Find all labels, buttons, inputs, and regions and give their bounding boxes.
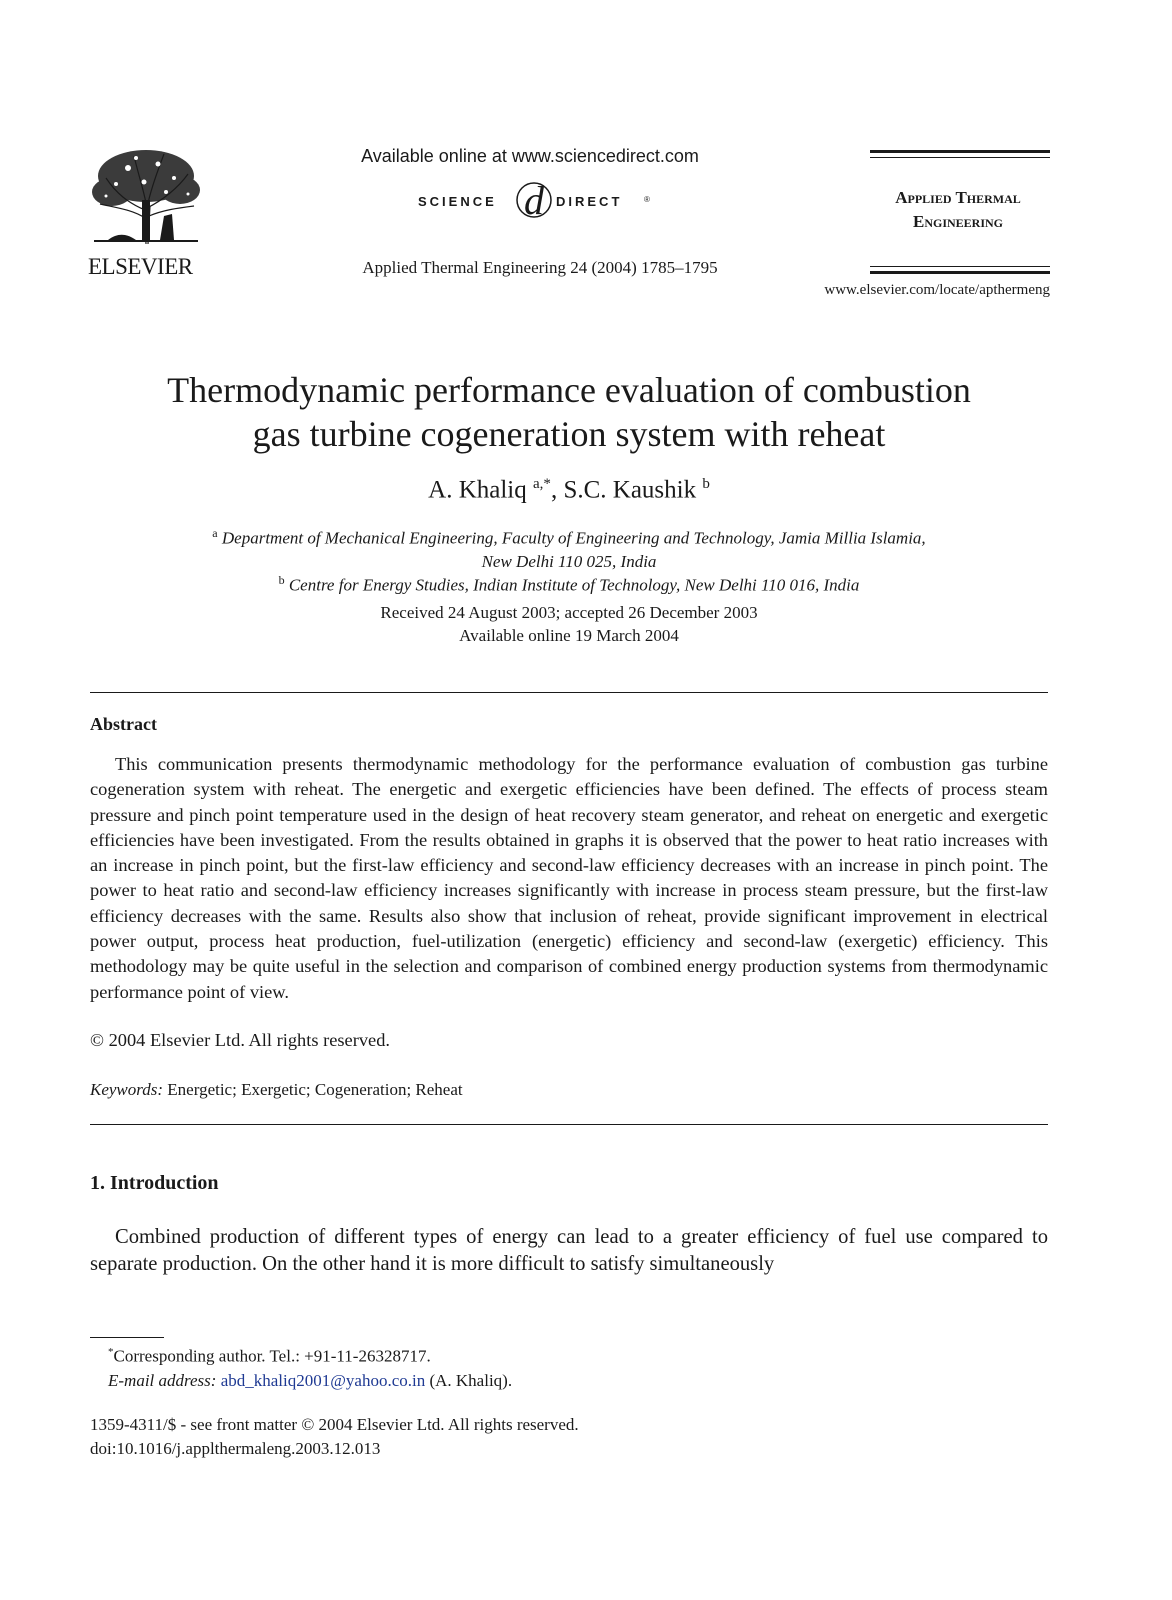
abstract-copyright: © 2004 Elsevier Ltd. All rights reserved. bbox=[90, 1030, 390, 1050]
available-online-notice[interactable]: Available online at www.sciencedirect.com bbox=[361, 146, 699, 166]
elsevier-tree-logo bbox=[88, 148, 204, 248]
email-footnote bbox=[108, 1371, 512, 1391]
available-online-date: Available online 19 March 2004 bbox=[459, 626, 679, 645]
sciencedirect-logo bbox=[418, 176, 658, 226]
footnote-mark: * bbox=[108, 1346, 114, 1358]
introduction-body: Combined production of different types of energy can lead to a greater efficiency of fuel use compared to separate production. On the other hand it is more difficult to satisfy simultaneously bbox=[90, 1226, 1048, 1275]
email-label: E-mail address: bbox=[108, 1371, 217, 1390]
article-title bbox=[90, 368, 1048, 456]
abstract-heading: Abstract bbox=[90, 714, 157, 734]
email-link[interactable]: abd_khaliq2001@yahoo.co.in bbox=[220, 1371, 426, 1390]
journal-citation: Applied Thermal Engineering 24 (2004) 1785–1795 bbox=[362, 258, 718, 277]
header-rule-top-thin bbox=[870, 157, 1050, 158]
author-1[interactable]: A. Khaliq bbox=[428, 476, 527, 504]
author-separator: , bbox=[550, 476, 564, 504]
corresponding-author-text: Corresponding author. Tel.: +91-11-26328717. bbox=[113, 1346, 431, 1366]
affiliation-a bbox=[90, 522, 1048, 573]
affiliation-b-text: Centre for Energy Studies, Indian Institute of Technology, New Delhi 110 016, India bbox=[288, 575, 860, 595]
affiliation-b bbox=[90, 569, 1048, 597]
abstract-body: This communication presents thermodynamic methodology for the performance evaluation of combustion gas turbine cogeneration system with reheat. The energetic and exergetic efficiencies have been defined. The effects of process steam pressure and pinch point temperature used in the design of heat recovery steam generator, and reheat on energetic and exergetic efficiencies have been investigated. From the results obtained in graphs it is observed that the power to heat ratio increases with an increase in pinch point, but the first-law efficiency and second-law efficiency decreases with an increase in pinch point. The power to heat ratio and second-law efficiency increases significantly with increase in process steam pressure, but the first-law efficiency decreases with the same. Results also show that inclusion of reheat, provide significant improvement in electrical power output, process heat production, fuel-utilization (energetic) efficiency and second-law (exergetic) efficiency. This methodology may be quite useful in the selection and comparison of combined energy production systems from thermodynamic performance point of view. bbox=[90, 754, 1048, 1002]
journal-name bbox=[862, 186, 1054, 234]
corresponding-author-footnote bbox=[108, 1346, 431, 1367]
email-suffix: (A. Khaliq). bbox=[429, 1371, 513, 1390]
journal-name-line2: Engineering bbox=[912, 212, 1004, 231]
header-rule-bottom-thin bbox=[870, 266, 1050, 267]
title-line-2: gas turbine cogeneration system with reheat bbox=[252, 414, 886, 454]
affiliation-a-mark: a bbox=[212, 526, 218, 540]
abstract-bottom-rule bbox=[90, 1124, 1048, 1125]
issn-line: 1359-4311/$ - see front matter © 2004 Elsevier Ltd. All rights reserved. bbox=[90, 1415, 579, 1434]
header-rule-top bbox=[870, 150, 1050, 153]
author-2-affiliation-mark[interactable]: b bbox=[702, 476, 710, 492]
footnote-rule bbox=[90, 1337, 164, 1338]
sciencedirect-left-text: SCIENCE bbox=[418, 194, 497, 209]
affiliation-a-line1: Department of Mechanical Engineering, Faculty of Engineering and Technology, Jamia Millia Islamia, bbox=[221, 528, 926, 548]
title-line-1: Thermodynamic performance evaluation of combustion bbox=[167, 370, 971, 410]
keywords-label: Keywords: bbox=[90, 1080, 164, 1099]
journal-name-line1: Applied Thermal bbox=[895, 188, 1021, 207]
affiliation-b-mark: b bbox=[278, 573, 285, 587]
keywords bbox=[90, 1080, 463, 1100]
affiliation-a-line2: New Delhi 110 025, India bbox=[481, 551, 657, 571]
received-dates: Received 24 August 2003; accepted 26 December 2003 bbox=[380, 603, 758, 622]
author-list bbox=[90, 476, 1048, 504]
author-1-affiliation-mark[interactable]: a,* bbox=[533, 476, 551, 492]
section-heading-introduction: 1. Introduction bbox=[90, 1172, 219, 1194]
journal-url-link[interactable]: www.elsevier.com/locate/apthermeng bbox=[824, 282, 1050, 298]
keywords-list: Energetic; Exergetic; Cogeneration; Reheat bbox=[167, 1080, 463, 1099]
sciencedirect-right-text: DIRECT bbox=[556, 194, 623, 209]
abstract-top-rule bbox=[90, 692, 1048, 693]
registered-mark: ® bbox=[644, 195, 650, 204]
sciencedirect-d-mark: d bbox=[524, 178, 544, 223]
elsevier-logo-text: ELSEVIER bbox=[88, 254, 193, 279]
author-2[interactable]: S.C. Kaushik bbox=[563, 476, 697, 504]
doi-link[interactable]: doi:10.1016/j.applthermaleng.2003.12.013 bbox=[90, 1439, 381, 1458]
header-rule-bottom bbox=[870, 271, 1050, 274]
